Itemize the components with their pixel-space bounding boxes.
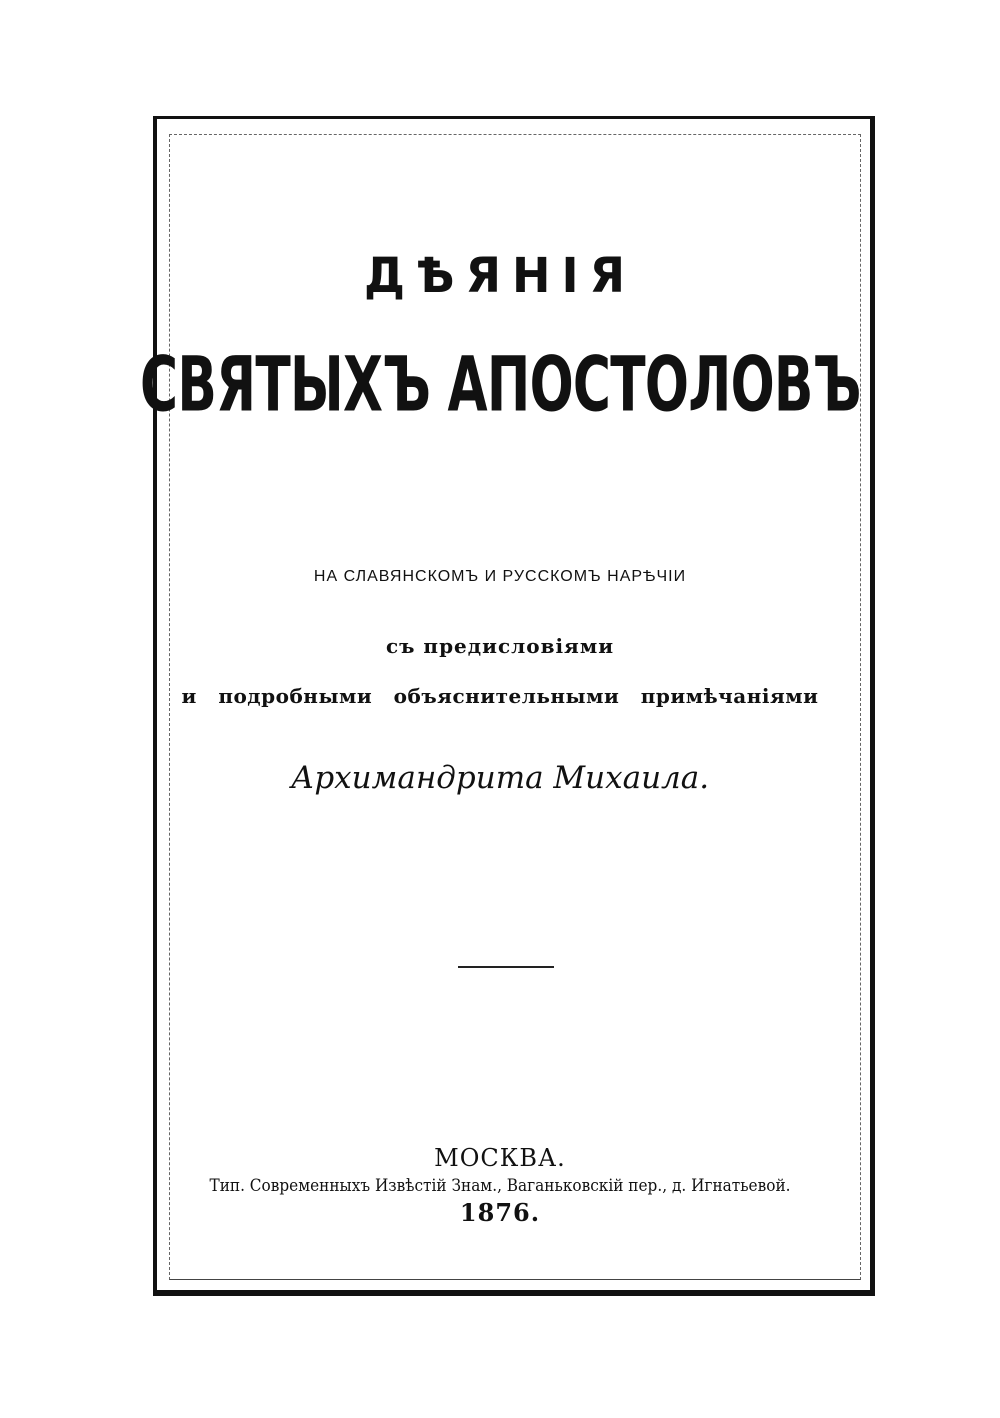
description-line-1: съ предисловіями [385, 634, 615, 658]
imprint-city: МОСКВА. [434, 1144, 566, 1172]
imprint-year: 1876. [459, 1198, 541, 1227]
imprint-printer: Тип. Современныхъ Извѣстій Знам., Ваганьковскій пер., д. Игнатьевой. [209, 1176, 791, 1196]
title-line-2: СВЯТЫХЪ АПОСТОЛОВЪ [140, 340, 861, 429]
title-line-1: ДѢЯНІЯ [363, 246, 637, 304]
subtitle: НА СЛАВЯНСКОМЪ И РУССКОМЪ НАРѢЧІИ [313, 568, 687, 585]
description-line-2: и подробными объяснительными примѣчаніями [181, 684, 819, 708]
author-name: Архимандрита Михаила. [290, 760, 710, 796]
divider-rule [458, 966, 554, 968]
